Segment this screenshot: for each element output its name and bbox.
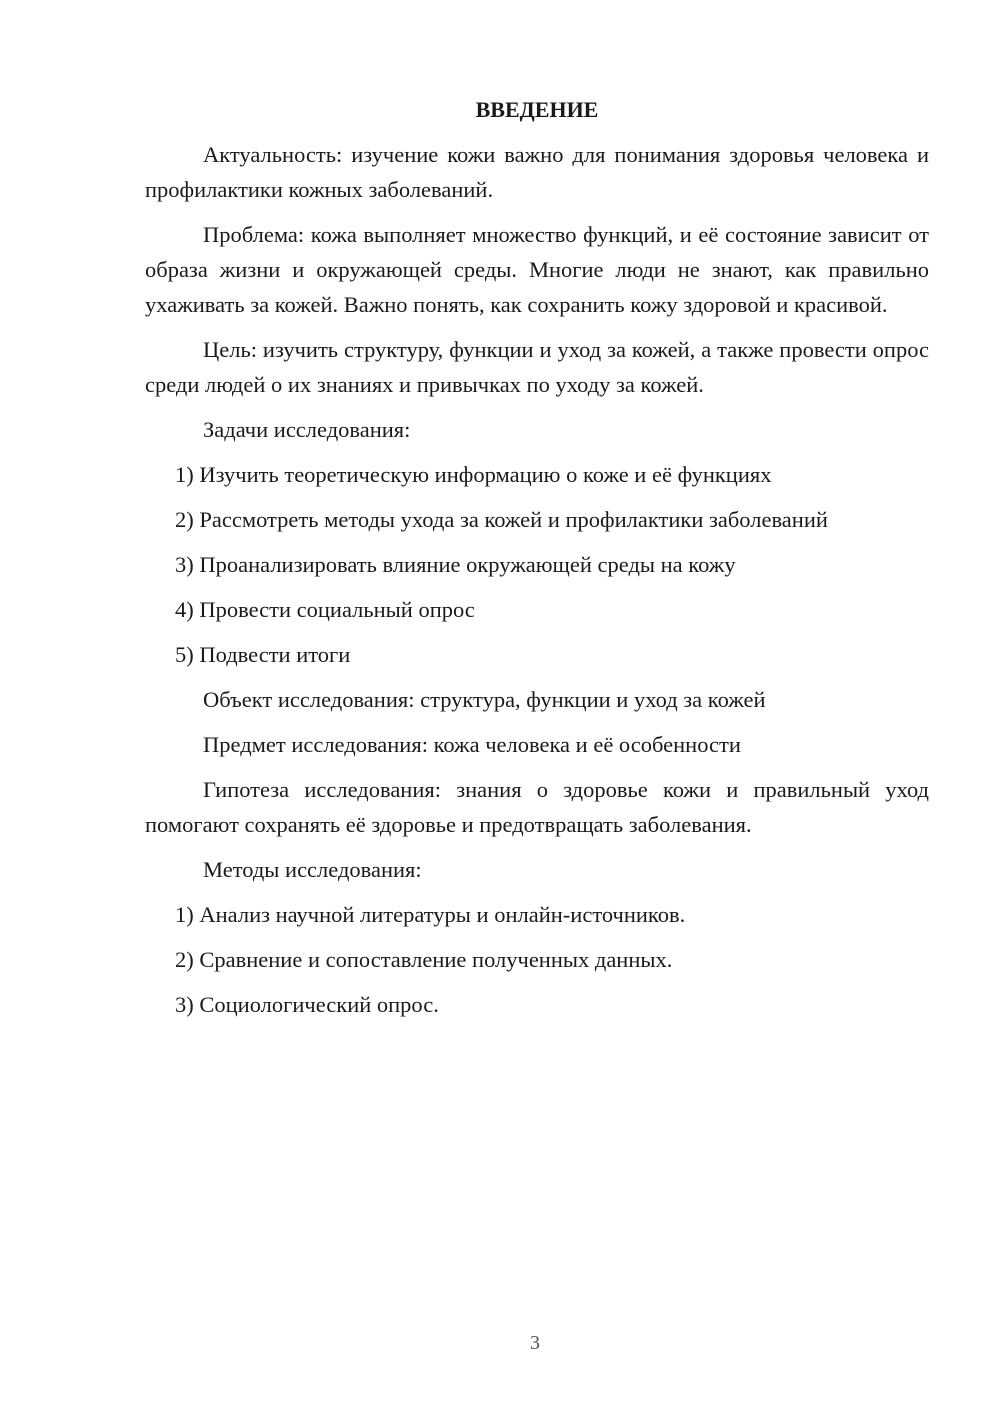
page-title: ВВЕДЕНИЕ	[475, 97, 599, 122]
hypothesis-paragraph: Гипотеза исследования: знания о здоровье кожи и правильный уход помогают сохранять её здоровье и предотвращать заболевания.	[145, 777, 929, 837]
task-item: 2) Рассмотреть методы ухода за кожей и профилактики заболеваний	[175, 507, 828, 532]
method-item: 3) Социологический опрос.	[175, 992, 439, 1017]
subject-line: Предмет исследования: кожа человека и её особенности	[203, 732, 741, 757]
document-page	[145, 95, 929, 1032]
relevance-paragraph: Актуальность: изучение кожи важно для понимания здоровья человека и профилактики кожных заболеваний.	[145, 142, 929, 202]
task-item: 1) Изучить теоретическую информацию о коже и её функциях	[175, 462, 772, 487]
object-line: Объект исследования: структура, функции и уход за кожей	[203, 687, 766, 712]
methods-heading: Методы исследования:	[203, 857, 422, 882]
method-item: 1) Анализ научной литературы и онлайн-источников.	[175, 902, 686, 927]
problem-paragraph: Проблема: кожа выполняет множество функций, и её состояние зависит от образа жизни и окружающей среды. Многие люди не знают, как правильно ухаживать за кожей. Важно понять, как сохранить кожу здоровой и красивой.	[145, 222, 929, 317]
page-number: 3	[530, 1332, 540, 1354]
task-item: 5) Подвести итоги	[175, 642, 351, 667]
method-item: 2) Сравнение и сопоставление полученных данных.	[175, 947, 673, 972]
tasks-heading: Задачи исследования:	[203, 417, 411, 442]
task-item: 3) Проанализировать влияние окружающей среды на кожу	[175, 552, 736, 577]
goal-paragraph: Цель: изучить структуру, функции и уход за кожей, а также провести опрос среди людей о их знаниях и привычках по уходу за кожей.	[145, 337, 929, 397]
task-item: 4) Провести социальный опрос	[175, 597, 475, 622]
